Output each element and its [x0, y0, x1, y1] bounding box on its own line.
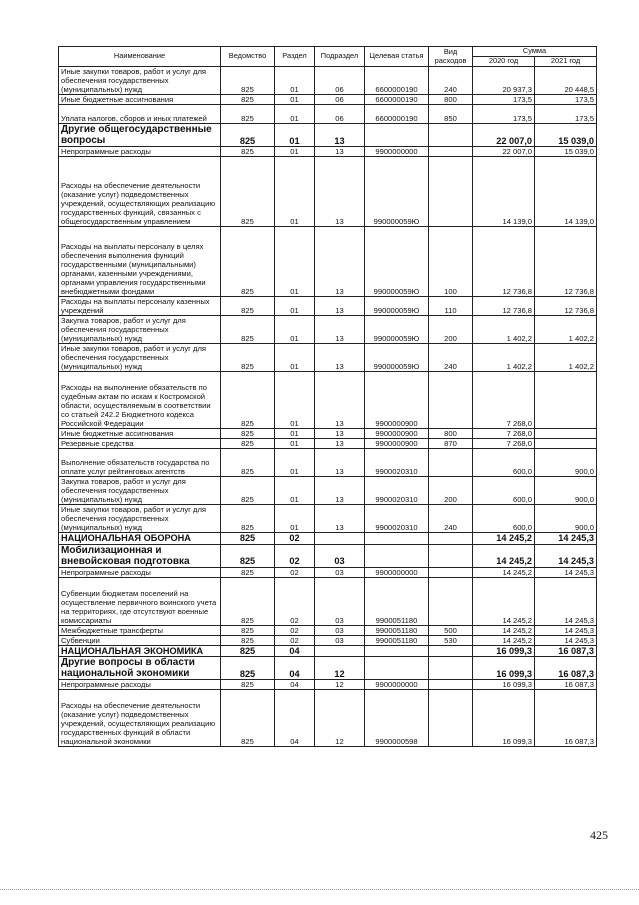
- table-cell-2021: 15 039,0: [535, 124, 597, 147]
- header-2021: 2021 год: [535, 57, 597, 67]
- table-cell-podrazdel: 13: [315, 439, 365, 449]
- table-cell-vid: 110: [429, 297, 473, 316]
- table-cell-vid: [429, 577, 473, 625]
- table-cell-celevaya: 9900000000: [365, 680, 429, 690]
- table-cell-podrazdel: 13: [315, 372, 365, 429]
- table-cell-2021: 14 245,3: [535, 625, 597, 635]
- table-cell-celevaya: 6600000190: [365, 95, 429, 105]
- table-row: [59, 690, 597, 747]
- table-cell-vedomstvo: 825: [221, 657, 275, 680]
- table-cell-2021: 1 402,2: [535, 316, 597, 344]
- table-cell-2021: 14 139,0: [535, 157, 597, 227]
- table-cell-vedomstvo: 825: [221, 124, 275, 147]
- table-cell-name: Иные бюджетные ассигнования: [59, 429, 221, 439]
- table-cell-razdel: 01: [275, 124, 315, 147]
- table-row: [59, 95, 597, 105]
- table-cell-2021: 15 039,0: [535, 147, 597, 157]
- table-row: [59, 124, 597, 147]
- table-cell-2021: 16 087,3: [535, 657, 597, 680]
- table-cell-2020: 14 245,2: [473, 533, 535, 545]
- table-cell-razdel: 04: [275, 680, 315, 690]
- table-cell-razdel: 02: [275, 533, 315, 545]
- table-body: [59, 67, 597, 747]
- table-cell-celevaya: 9900000900: [365, 372, 429, 429]
- table-cell-podrazdel: 06: [315, 105, 365, 124]
- table-cell-razdel: 02: [275, 635, 315, 645]
- table-cell-vedomstvo: 825: [221, 344, 275, 372]
- table-cell-celevaya: 9900000000: [365, 567, 429, 577]
- table-cell-vedomstvo: 825: [221, 316, 275, 344]
- table-cell-name: НАЦИОНАЛЬНАЯ ОБОРОНА: [59, 533, 221, 545]
- table-cell-2020: 16 099,3: [473, 690, 535, 747]
- table-cell-podrazdel: 03: [315, 625, 365, 635]
- table-cell-razdel: 01: [275, 95, 315, 105]
- table-cell-2021: 173,5: [535, 95, 597, 105]
- table-cell-vedomstvo: 825: [221, 680, 275, 690]
- table-cell-vedomstvo: 825: [221, 567, 275, 577]
- table-cell-name: Иные закупки товаров, работ и услуг для обеспечения государственных (муниципальных) нужд: [59, 344, 221, 372]
- table-cell-2021: 16 087,3: [535, 680, 597, 690]
- table-cell-celevaya: 9900020310: [365, 449, 429, 477]
- table-cell-vedomstvo: 825: [221, 635, 275, 645]
- table-cell-2020: 20 937,3: [473, 67, 535, 95]
- table-row: [59, 625, 597, 635]
- table-cell-vid: 240: [429, 344, 473, 372]
- table-row: [59, 645, 597, 657]
- table-row: [59, 477, 597, 505]
- table-cell-2021: 16 087,3: [535, 645, 597, 657]
- table-cell-vid: 870: [429, 439, 473, 449]
- table-cell-vid: [429, 372, 473, 429]
- table-row: [59, 429, 597, 439]
- table-cell-name: Расходы на выплаты персоналу казенных учреждений: [59, 297, 221, 316]
- table-cell-vedomstvo: 825: [221, 645, 275, 657]
- header-vid: Вид расходов: [429, 47, 473, 67]
- table-cell-razdel: 01: [275, 372, 315, 429]
- table-cell-celevaya: 9900000598: [365, 690, 429, 747]
- table-cell-vedomstvo: 825: [221, 147, 275, 157]
- header-razdel: Раздел: [275, 47, 315, 67]
- table-row: [59, 372, 597, 429]
- table-cell-podrazdel: 12: [315, 680, 365, 690]
- table-cell-razdel: 01: [275, 297, 315, 316]
- table-cell-2021: 14 245,3: [535, 533, 597, 545]
- table-cell-celevaya: 990000059Ю: [365, 157, 429, 227]
- table-cell-2021: 14 245,3: [535, 635, 597, 645]
- table-cell-vid: [429, 567, 473, 577]
- table-row: [59, 567, 597, 577]
- table-cell-2020: 12 736,8: [473, 297, 535, 316]
- table-cell-vedomstvo: 825: [221, 227, 275, 297]
- table-cell-vid: 200: [429, 316, 473, 344]
- table-cell-razdel: 01: [275, 67, 315, 95]
- header-vedomstvo: Ведомство: [221, 47, 275, 67]
- table-cell-name: Расходы на обеспечение деятельности (оказание услуг) подведомственных учреждений, осуществляющих реализацию государственных функций, связанных с общегосударственным управлением: [59, 157, 221, 227]
- table-cell-podrazdel: 12: [315, 657, 365, 680]
- table-cell-2020: 7 268,0: [473, 439, 535, 449]
- page-number: 425: [590, 828, 608, 842]
- table-cell-name: Субвенции: [59, 635, 221, 645]
- header-celevaya: Целевая статья: [365, 47, 429, 67]
- table-cell-2020: 16 099,3: [473, 680, 535, 690]
- table-cell-vedomstvo: 825: [221, 372, 275, 429]
- table-cell-razdel: 01: [275, 105, 315, 124]
- table-cell-vedomstvo: 825: [221, 157, 275, 227]
- table-cell-name: Расходы на выполнение обязательств по судебным актам по искам к Костромской области, осуществляемым в соответствии со статьей 242.2 Бюджетного кодекса Российской Федерации: [59, 372, 221, 429]
- header-name: Наименование: [59, 47, 221, 67]
- table-cell-podrazdel: 13: [315, 316, 365, 344]
- table-cell-2020: 7 268,0: [473, 372, 535, 429]
- table-row: [59, 544, 597, 567]
- table-cell-celevaya: [365, 645, 429, 657]
- table-cell-razdel: 01: [275, 227, 315, 297]
- table-cell-razdel: 02: [275, 577, 315, 625]
- table-cell-celevaya: 990000059Ю: [365, 344, 429, 372]
- table-cell-celevaya: 9900051180: [365, 635, 429, 645]
- table-row: [59, 449, 597, 477]
- table-cell-celevaya: 9900051180: [365, 625, 429, 635]
- table-row: [59, 680, 597, 690]
- table-cell-celevaya: [365, 544, 429, 567]
- table-cell-name: Иные закупки товаров, работ и услуг для обеспечения государственных (муниципальных) нужд: [59, 505, 221, 533]
- table-cell-podrazdel: 03: [315, 544, 365, 567]
- table-cell-2021: [535, 439, 597, 449]
- table-cell-celevaya: 9900051180: [365, 577, 429, 625]
- table-cell-vedomstvo: 825: [221, 449, 275, 477]
- table-cell-vid: 240: [429, 505, 473, 533]
- table-cell-2021: [535, 372, 597, 429]
- table-cell-vid: [429, 680, 473, 690]
- table-cell-2020: 22 007,0: [473, 124, 535, 147]
- table-cell-vid: 800: [429, 95, 473, 105]
- table-cell-2020: 600,0: [473, 449, 535, 477]
- table-cell-2021: 900,0: [535, 449, 597, 477]
- table-cell-podrazdel: 13: [315, 227, 365, 297]
- table-cell-razdel: 01: [275, 147, 315, 157]
- table-cell-razdel: 01: [275, 449, 315, 477]
- table-cell-razdel: 01: [275, 157, 315, 227]
- table-cell-2021: 900,0: [535, 477, 597, 505]
- table-cell-vedomstvo: 825: [221, 297, 275, 316]
- table-cell-celevaya: 9900020310: [365, 477, 429, 505]
- table-cell-2021: 14 245,3: [535, 544, 597, 567]
- budget-table: [58, 46, 597, 747]
- table-cell-vid: 850: [429, 105, 473, 124]
- table-cell-podrazdel: 12: [315, 690, 365, 747]
- table-cell-celevaya: 6600000190: [365, 67, 429, 95]
- table-cell-name: Выполнение обязательств государства по оплате услуг рейтинговых агентств: [59, 449, 221, 477]
- table-cell-2021: 16 087,3: [535, 690, 597, 747]
- table-cell-vedomstvo: 825: [221, 577, 275, 625]
- table-cell-podrazdel: [315, 645, 365, 657]
- table-row: [59, 533, 597, 545]
- table-row: [59, 157, 597, 227]
- table-cell-razdel: 04: [275, 690, 315, 747]
- table-cell-razdel: 01: [275, 439, 315, 449]
- table-row: [59, 105, 597, 124]
- table-cell-celevaya: 990000059Ю: [365, 227, 429, 297]
- table-cell-razdel: 01: [275, 429, 315, 439]
- table-row: [59, 147, 597, 157]
- table-cell-name: Непрограммные расходы: [59, 147, 221, 157]
- page-edge-divider: [0, 889, 639, 890]
- table-cell-2020: 173,5: [473, 105, 535, 124]
- table-cell-name: Закупка товаров, работ и услуг для обеспечения государственных (муниципальных) нужд: [59, 316, 221, 344]
- table-cell-razdel: 01: [275, 505, 315, 533]
- table-cell-name: Непрограммные расходы: [59, 680, 221, 690]
- table-cell-2020: 16 099,3: [473, 657, 535, 680]
- table-cell-celevaya: [365, 124, 429, 147]
- table-cell-2021: 12 736,8: [535, 297, 597, 316]
- table-cell-vid: 100: [429, 227, 473, 297]
- table-cell-2020: 7 268,0: [473, 429, 535, 439]
- table-cell-vid: [429, 645, 473, 657]
- table-cell-name: Другие вопросы в области национальной экономики: [59, 657, 221, 680]
- table-row: [59, 316, 597, 344]
- table-cell-2020: 16 099,3: [473, 645, 535, 657]
- table-cell-vedomstvo: 825: [221, 505, 275, 533]
- table-cell-vid: [429, 449, 473, 477]
- table-cell-razdel: 02: [275, 625, 315, 635]
- table-cell-razdel: 01: [275, 477, 315, 505]
- table-cell-name: Резервные средства: [59, 439, 221, 449]
- table-cell-podrazdel: [315, 533, 365, 545]
- table-cell-celevaya: 990000059Ю: [365, 297, 429, 316]
- table-cell-vedomstvo: 825: [221, 477, 275, 505]
- table-cell-vid: [429, 124, 473, 147]
- table-cell-razdel: 02: [275, 544, 315, 567]
- table-cell-2020: 12 736,8: [473, 227, 535, 297]
- table-cell-podrazdel: 13: [315, 477, 365, 505]
- table-cell-2021: 20 448,5: [535, 67, 597, 95]
- table-row: [59, 635, 597, 645]
- table-cell-name: Другие общегосударственные вопросы: [59, 124, 221, 147]
- table-cell-celevaya: [365, 657, 429, 680]
- table-cell-2020: 14 245,2: [473, 625, 535, 635]
- table-cell-2020: 600,0: [473, 505, 535, 533]
- table-cell-vedomstvo: 825: [221, 95, 275, 105]
- table-row: [59, 297, 597, 316]
- table-cell-podrazdel: 13: [315, 297, 365, 316]
- table-cell-2020: 1 402,2: [473, 344, 535, 372]
- table-cell-razdel: 04: [275, 657, 315, 680]
- table-cell-celevaya: 990000059Ю: [365, 316, 429, 344]
- table-cell-name: Закупка товаров, работ и услуг для обеспечения государственных (муниципальных) нужд: [59, 477, 221, 505]
- table-cell-podrazdel: 13: [315, 505, 365, 533]
- table-cell-vid: [429, 533, 473, 545]
- table-cell-name: Непрограммные расходы: [59, 567, 221, 577]
- table-row: [59, 505, 597, 533]
- table-cell-vedomstvo: 825: [221, 690, 275, 747]
- header-summa: Сумма: [473, 47, 597, 57]
- table-cell-name: Межбюджетные трансферты: [59, 625, 221, 635]
- header-2020: 2020 год: [473, 57, 535, 67]
- table-cell-podrazdel: 03: [315, 567, 365, 577]
- table-row: [59, 67, 597, 95]
- table-cell-celevaya: 9900000000: [365, 147, 429, 157]
- table-cell-podrazdel: 13: [315, 449, 365, 477]
- table-cell-2021: 900,0: [535, 505, 597, 533]
- table-cell-name: Расходы на обеспечение деятельности (оказание услуг) подведомственных учреждений, осуществляющих реализацию государственных функций в области национальной экономики: [59, 690, 221, 747]
- table-cell-vid: [429, 690, 473, 747]
- table-cell-podrazdel: 13: [315, 147, 365, 157]
- table-cell-name: Иные закупки товаров, работ и услуг для обеспечения государственных (муниципальных) нужд: [59, 67, 221, 95]
- table-cell-razdel: 04: [275, 645, 315, 657]
- table-cell-vid: 500: [429, 625, 473, 635]
- table-cell-name: Мобилизационная и вневойсковая подготовка: [59, 544, 221, 567]
- table-cell-vedomstvo: 825: [221, 533, 275, 545]
- table-cell-name: Расходы на выплаты персоналу в целях обеспечения выполнения функций государственными (муниципальными) органами, казенными учреждениями, органами управления государственными внебюджетными фондами: [59, 227, 221, 297]
- table-cell-2021: 1 402,2: [535, 344, 597, 372]
- table-cell-name: НАЦИОНАЛЬНАЯ ЭКОНОМИКА: [59, 645, 221, 657]
- table-row: [59, 344, 597, 372]
- table-row: [59, 657, 597, 680]
- table-cell-vedomstvo: 825: [221, 544, 275, 567]
- table-cell-podrazdel: 03: [315, 577, 365, 625]
- table-cell-2020: 14 245,2: [473, 544, 535, 567]
- table-cell-2021: 14 245,3: [535, 567, 597, 577]
- table-cell-vedomstvo: 825: [221, 439, 275, 449]
- table-cell-2020: 173,5: [473, 95, 535, 105]
- table-cell-2020: 14 245,2: [473, 567, 535, 577]
- table-cell-name: Уплата налогов, сборов и иных платежей: [59, 105, 221, 124]
- table-cell-vid: 530: [429, 635, 473, 645]
- table-cell-vedomstvo: 825: [221, 67, 275, 95]
- table-cell-vedomstvo: 825: [221, 625, 275, 635]
- table-cell-2021: 14 245,3: [535, 577, 597, 625]
- table-row: [59, 439, 597, 449]
- table-cell-vid: [429, 157, 473, 227]
- table-cell-celevaya: 9900020310: [365, 505, 429, 533]
- table-cell-podrazdel: 13: [315, 124, 365, 147]
- table-cell-razdel: 01: [275, 316, 315, 344]
- table-cell-vid: [429, 147, 473, 157]
- table-cell-celevaya: 9900000900: [365, 439, 429, 449]
- table-row: [59, 577, 597, 625]
- table-cell-2020: 14 245,2: [473, 635, 535, 645]
- table-cell-2020: 22 007,0: [473, 147, 535, 157]
- table-cell-celevaya: [365, 533, 429, 545]
- table-cell-vedomstvo: 825: [221, 105, 275, 124]
- table-cell-podrazdel: 03: [315, 635, 365, 645]
- table-cell-2021: 173,5: [535, 105, 597, 124]
- table-cell-podrazdel: 06: [315, 67, 365, 95]
- table-cell-name: Иные бюджетные ассигнования: [59, 95, 221, 105]
- table-cell-vid: [429, 544, 473, 567]
- header-podrazdel: Подраздел: [315, 47, 365, 67]
- table-cell-celevaya: 9900000900: [365, 429, 429, 439]
- table-cell-2020: 14 139,0: [473, 157, 535, 227]
- table-cell-podrazdel: 13: [315, 157, 365, 227]
- table-cell-vedomstvo: 825: [221, 429, 275, 439]
- table-cell-vid: 240: [429, 67, 473, 95]
- table-cell-vid: 200: [429, 477, 473, 505]
- table-cell-2020: 1 402,2: [473, 316, 535, 344]
- table-cell-podrazdel: 13: [315, 429, 365, 439]
- table-cell-2020: 14 245,2: [473, 577, 535, 625]
- table-cell-celevaya: 6600000190: [365, 105, 429, 124]
- table-cell-podrazdel: 06: [315, 95, 365, 105]
- table-cell-podrazdel: 13: [315, 344, 365, 372]
- table-cell-2020: 600,0: [473, 477, 535, 505]
- table-cell-name: Субвенции бюджетам поселений на осуществление первичного воинского учета на территориях, где отсутствуют военные комиссариаты: [59, 577, 221, 625]
- table-cell-vid: [429, 657, 473, 680]
- table-cell-razdel: 02: [275, 567, 315, 577]
- table-cell-vid: 800: [429, 429, 473, 439]
- table-cell-razdel: 01: [275, 344, 315, 372]
- table-cell-2021: 12 736,8: [535, 227, 597, 297]
- table-cell-2021: [535, 429, 597, 439]
- table-row: [59, 227, 597, 297]
